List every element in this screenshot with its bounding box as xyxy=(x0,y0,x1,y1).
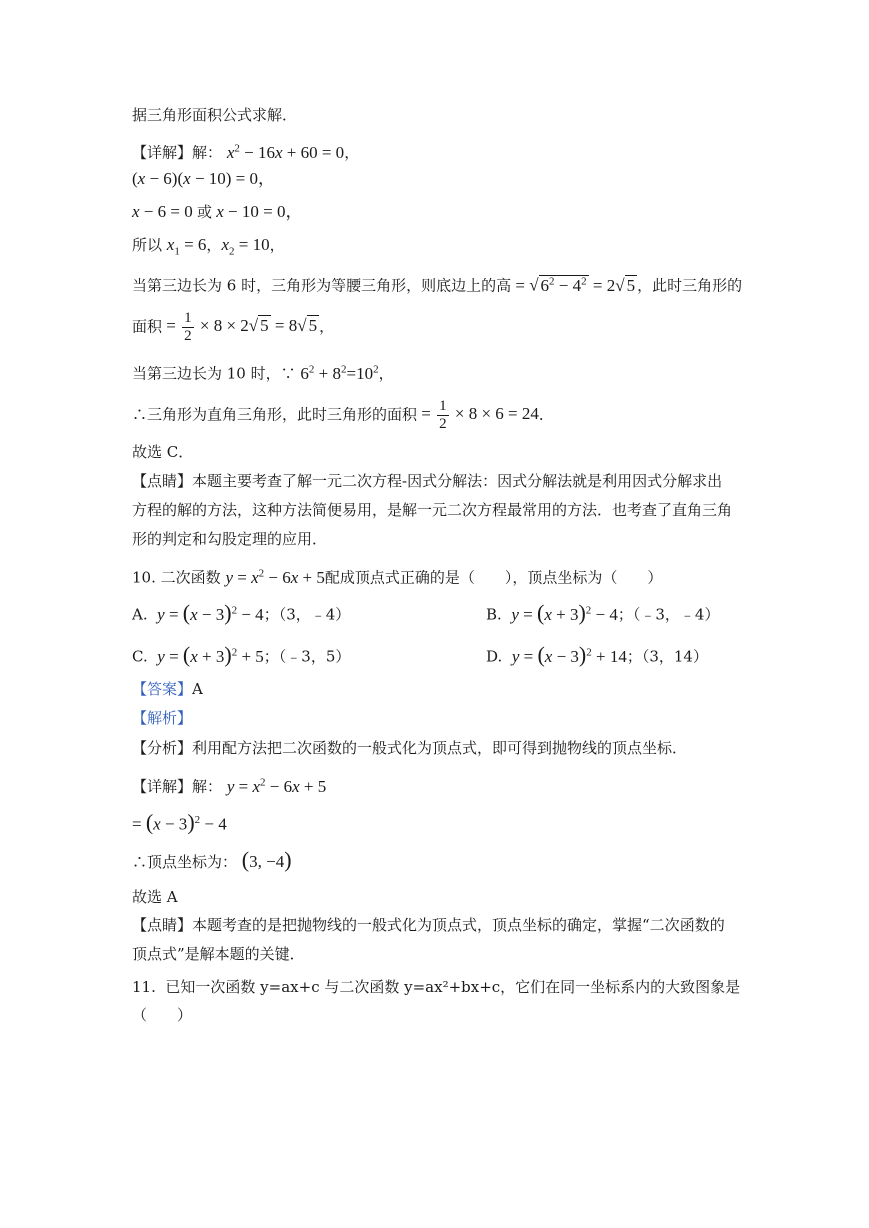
q10-detail: 【详解】解： $y = x^2 - 6x + 5$ xyxy=(132,776,327,796)
q10-option-d[interactable]: D. $y = (x - 3)^2 + 14$；（3，14） xyxy=(486,641,708,667)
case1-tail: ，此时三角形的 xyxy=(637,276,743,295)
equation: $x^2 - 16x + 60 = 0$ xyxy=(226,142,345,162)
q10-comment-1: 【点睛】本题考查的是把抛物线的一般式化为顶点式，顶点坐标的确定，掌握“二次函数的 xyxy=(132,916,725,934)
case1-text: 当第三边长为 6 时，三角形为等腰三角形，则底边上的高 xyxy=(132,276,512,295)
intro-line: 据三角形面积公式求解． xyxy=(132,106,298,124)
area2-text: ∴三角形为直角三角形，此时三角形的面积 xyxy=(132,405,418,424)
q10-comment-2: 顶点式”是解本题的关键． xyxy=(132,945,305,963)
comment-tag: 【点睛】 xyxy=(132,472,193,490)
area1-label: 面积 xyxy=(132,317,163,336)
question-number: 10. xyxy=(132,568,156,587)
q9-comment-1: 【点睛】本题主要考查了解一元二次方程-因式分解法：因式分解法就是利用因式分解求出 xyxy=(132,472,723,490)
q9-detail-line: 【详解】解： $x^2 - 16x + 60 = 0$， xyxy=(132,142,360,162)
q10-choose: 故选 A xyxy=(132,888,178,906)
detail-tag: 【详解】 xyxy=(132,143,193,162)
q10-vertex: ∴顶点坐标为： (3, −4) xyxy=(132,847,292,872)
q10-vertex-form: = $(x - 3)^2 - 4$ xyxy=(132,809,227,835)
q9-choose: 故选 C． xyxy=(132,443,194,461)
q10-option-b[interactable]: B. $y = (x + 3)^2 - 4$；（﹣3，﹣4） xyxy=(486,599,720,625)
q10-stem: 10. 二次函数 $y = x^2 - 6x + 5$配成顶点式正确的是（ ），顶点坐标为（ ） xyxy=(132,567,663,587)
q10-answer: 【答案】A xyxy=(132,680,203,698)
q10-analysis-tag: 【解析】 xyxy=(132,709,193,727)
q10-fenxi: 【分析】利用配方法把二次函数的一般式化为顶点式，即可得到抛物线的顶点坐标． xyxy=(132,739,688,757)
answer-tag: 【答案】 xyxy=(132,680,193,698)
q10-option-c[interactable]: C. $y = (x + 3)^2 + 5$；（﹣3，5） xyxy=(132,641,351,667)
roots-line: 所以 $x_1 = 6$，$x_2 = 10$， xyxy=(132,235,285,258)
q10-option-a[interactable]: A. $y = (x - 3)^2 - 4$；（3，﹣4） xyxy=(132,599,351,625)
q11-stem: 11. 已知一次函数 y=ax+c 与二次函数 y=ax²+bx+c，它们在同一坐标系内的大致图象是 xyxy=(132,978,741,996)
detail-lead: 解： xyxy=(192,143,223,162)
equation-factored: (x − 6)(x − 10) = 0， xyxy=(132,169,276,188)
area1-line: 面积 = $\frac{1}{2}$ × 8 × 2√ 5 = 8√ 5 ， xyxy=(132,310,335,344)
question-number: 11. xyxy=(132,978,156,996)
case2-line: 当第三边长为 10 时，∵ $6^2 + 8^2=10^2$， xyxy=(132,363,394,383)
q11-blank: （ ） xyxy=(132,1006,193,1024)
q9-comment-3: 形的判定和勾股定理的应用． xyxy=(132,530,328,548)
case1-line: 当第三边长为 6 时，三角形为等腰三角形，则底边上的高 = √ $6^2 - 4^2 = 2√$ 5 ，此时三角形的 xyxy=(132,275,743,295)
equation-cases: x − 6 = 0 或 x − 10 = 0， xyxy=(132,202,303,221)
area2-line: ∴三角形为直角三角形，此时三角形的面积 = $\frac{1}{2}$ × 8 × 6 = 24． xyxy=(132,398,554,432)
q9-comment-2: 方程的解的方法，这种方法简便易用，是解一元二次方程最常用的方法．也考查了直角三角 xyxy=(132,501,733,519)
